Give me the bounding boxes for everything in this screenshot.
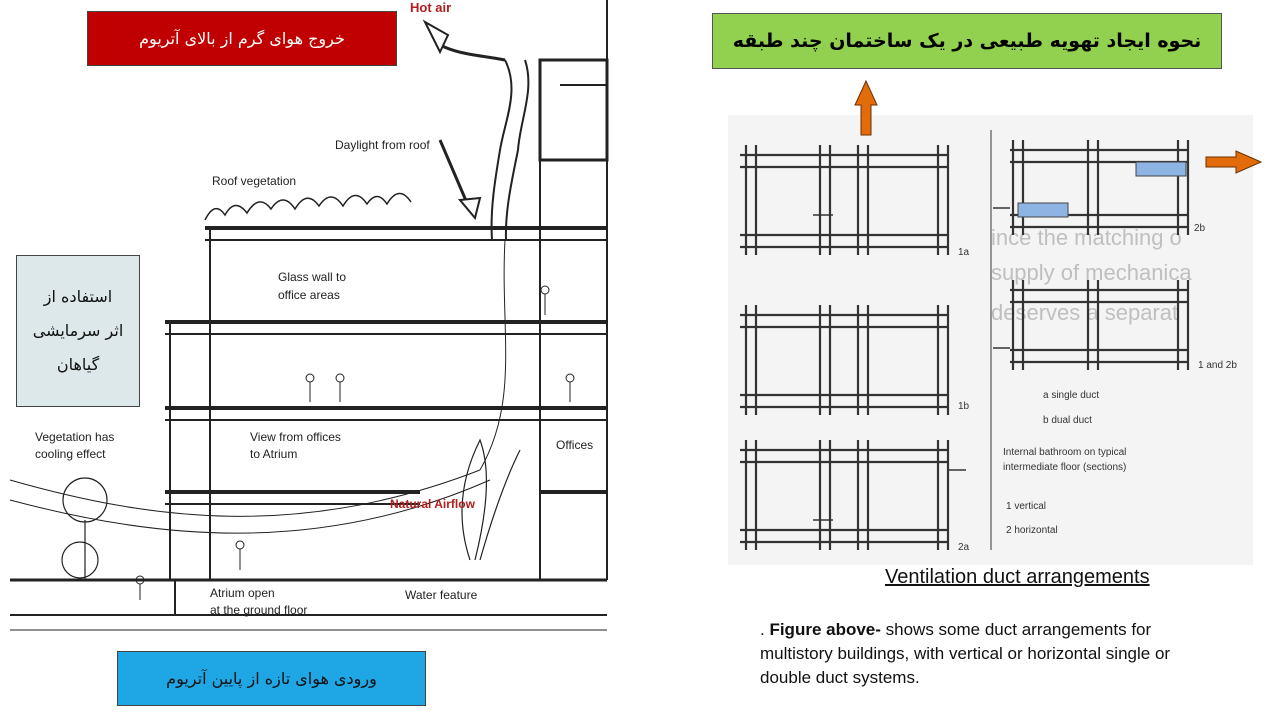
duct-sketches [728, 75, 1280, 560]
legend-horizontal: 2 horizontal [1006, 525, 1058, 536]
duct-arrangements-heading: Ventilation duct arrangements [885, 566, 1150, 588]
fig-2b-label: 2b [1194, 223, 1206, 234]
duct-arrangements-figure [728, 75, 1280, 560]
fig-1a-label: 1a [958, 247, 970, 258]
natural-airflow-label: Natural Airflow [390, 497, 475, 511]
plant-cooling-line1: استفاده از [43, 287, 113, 306]
legend-single-duct: a single duct [1043, 390, 1100, 401]
ghost-text-line1: ince the matching o [991, 225, 1182, 250]
caption-text: shows some duct arrangements for multistory buildings, with vertical or horizontal single or double duct systems. [760, 620, 1171, 687]
ghost-text-line3: deserves a separat [991, 300, 1179, 325]
hot-air-label: Hot air [410, 0, 452, 15]
glass-wall-label: Glass wall to [278, 270, 347, 284]
view-offices-label: View from offices [250, 430, 341, 444]
fig-2a-label: 2a [958, 542, 970, 553]
glass-wall-label-line2: office areas [278, 288, 340, 302]
water-feature-label: Water feature [405, 588, 478, 602]
caption-prefix: . [760, 620, 770, 639]
vegetation-cooling-label-line2: cooling effect [35, 447, 106, 461]
fig-1b-label: 1b [958, 401, 970, 412]
view-offices-label-line2: to Atrium [250, 447, 298, 461]
fresh-air-inlet-callout: ورودی هوای تازه از پایین آتریوم [117, 651, 426, 706]
offices-label: Offices [556, 438, 594, 452]
figure-caption [760, 618, 1210, 690]
caption-bold: Figure above- [769, 620, 881, 639]
plant-cooling-line2: اثر سرمایشی [32, 321, 124, 340]
fig-1and2b-label: 1 and 2b [1198, 360, 1237, 371]
atrium-open-label: Atrium open [210, 586, 275, 600]
page-title: نحوه ایجاد تهویه طبیعی در یک ساختمان چند طبقه [712, 13, 1222, 69]
ghost-text-line2: supply of mechanica [991, 260, 1192, 285]
legend-vertical: 1 vertical [1006, 501, 1047, 512]
internal-bathroom-label-line2: intermediate floor (sections) [1003, 462, 1127, 473]
daylight-label: Daylight from roof [335, 138, 430, 152]
plant-cooling-callout [16, 255, 140, 407]
plant-cooling-line3: گیاهان [56, 355, 100, 374]
atrium-open-label-line2: at the ground floor [210, 603, 308, 617]
legend-dual-duct: b dual duct [1043, 415, 1092, 426]
vegetation-cooling-label: Vegetation has [35, 430, 115, 444]
roof-vegetation-label: Roof vegetation [212, 174, 297, 188]
internal-bathroom-label: Internal bathroom on typical [1003, 447, 1127, 458]
hot-air-exit-callout: خروج هوای گرم از بالای آتریوم [87, 11, 397, 66]
